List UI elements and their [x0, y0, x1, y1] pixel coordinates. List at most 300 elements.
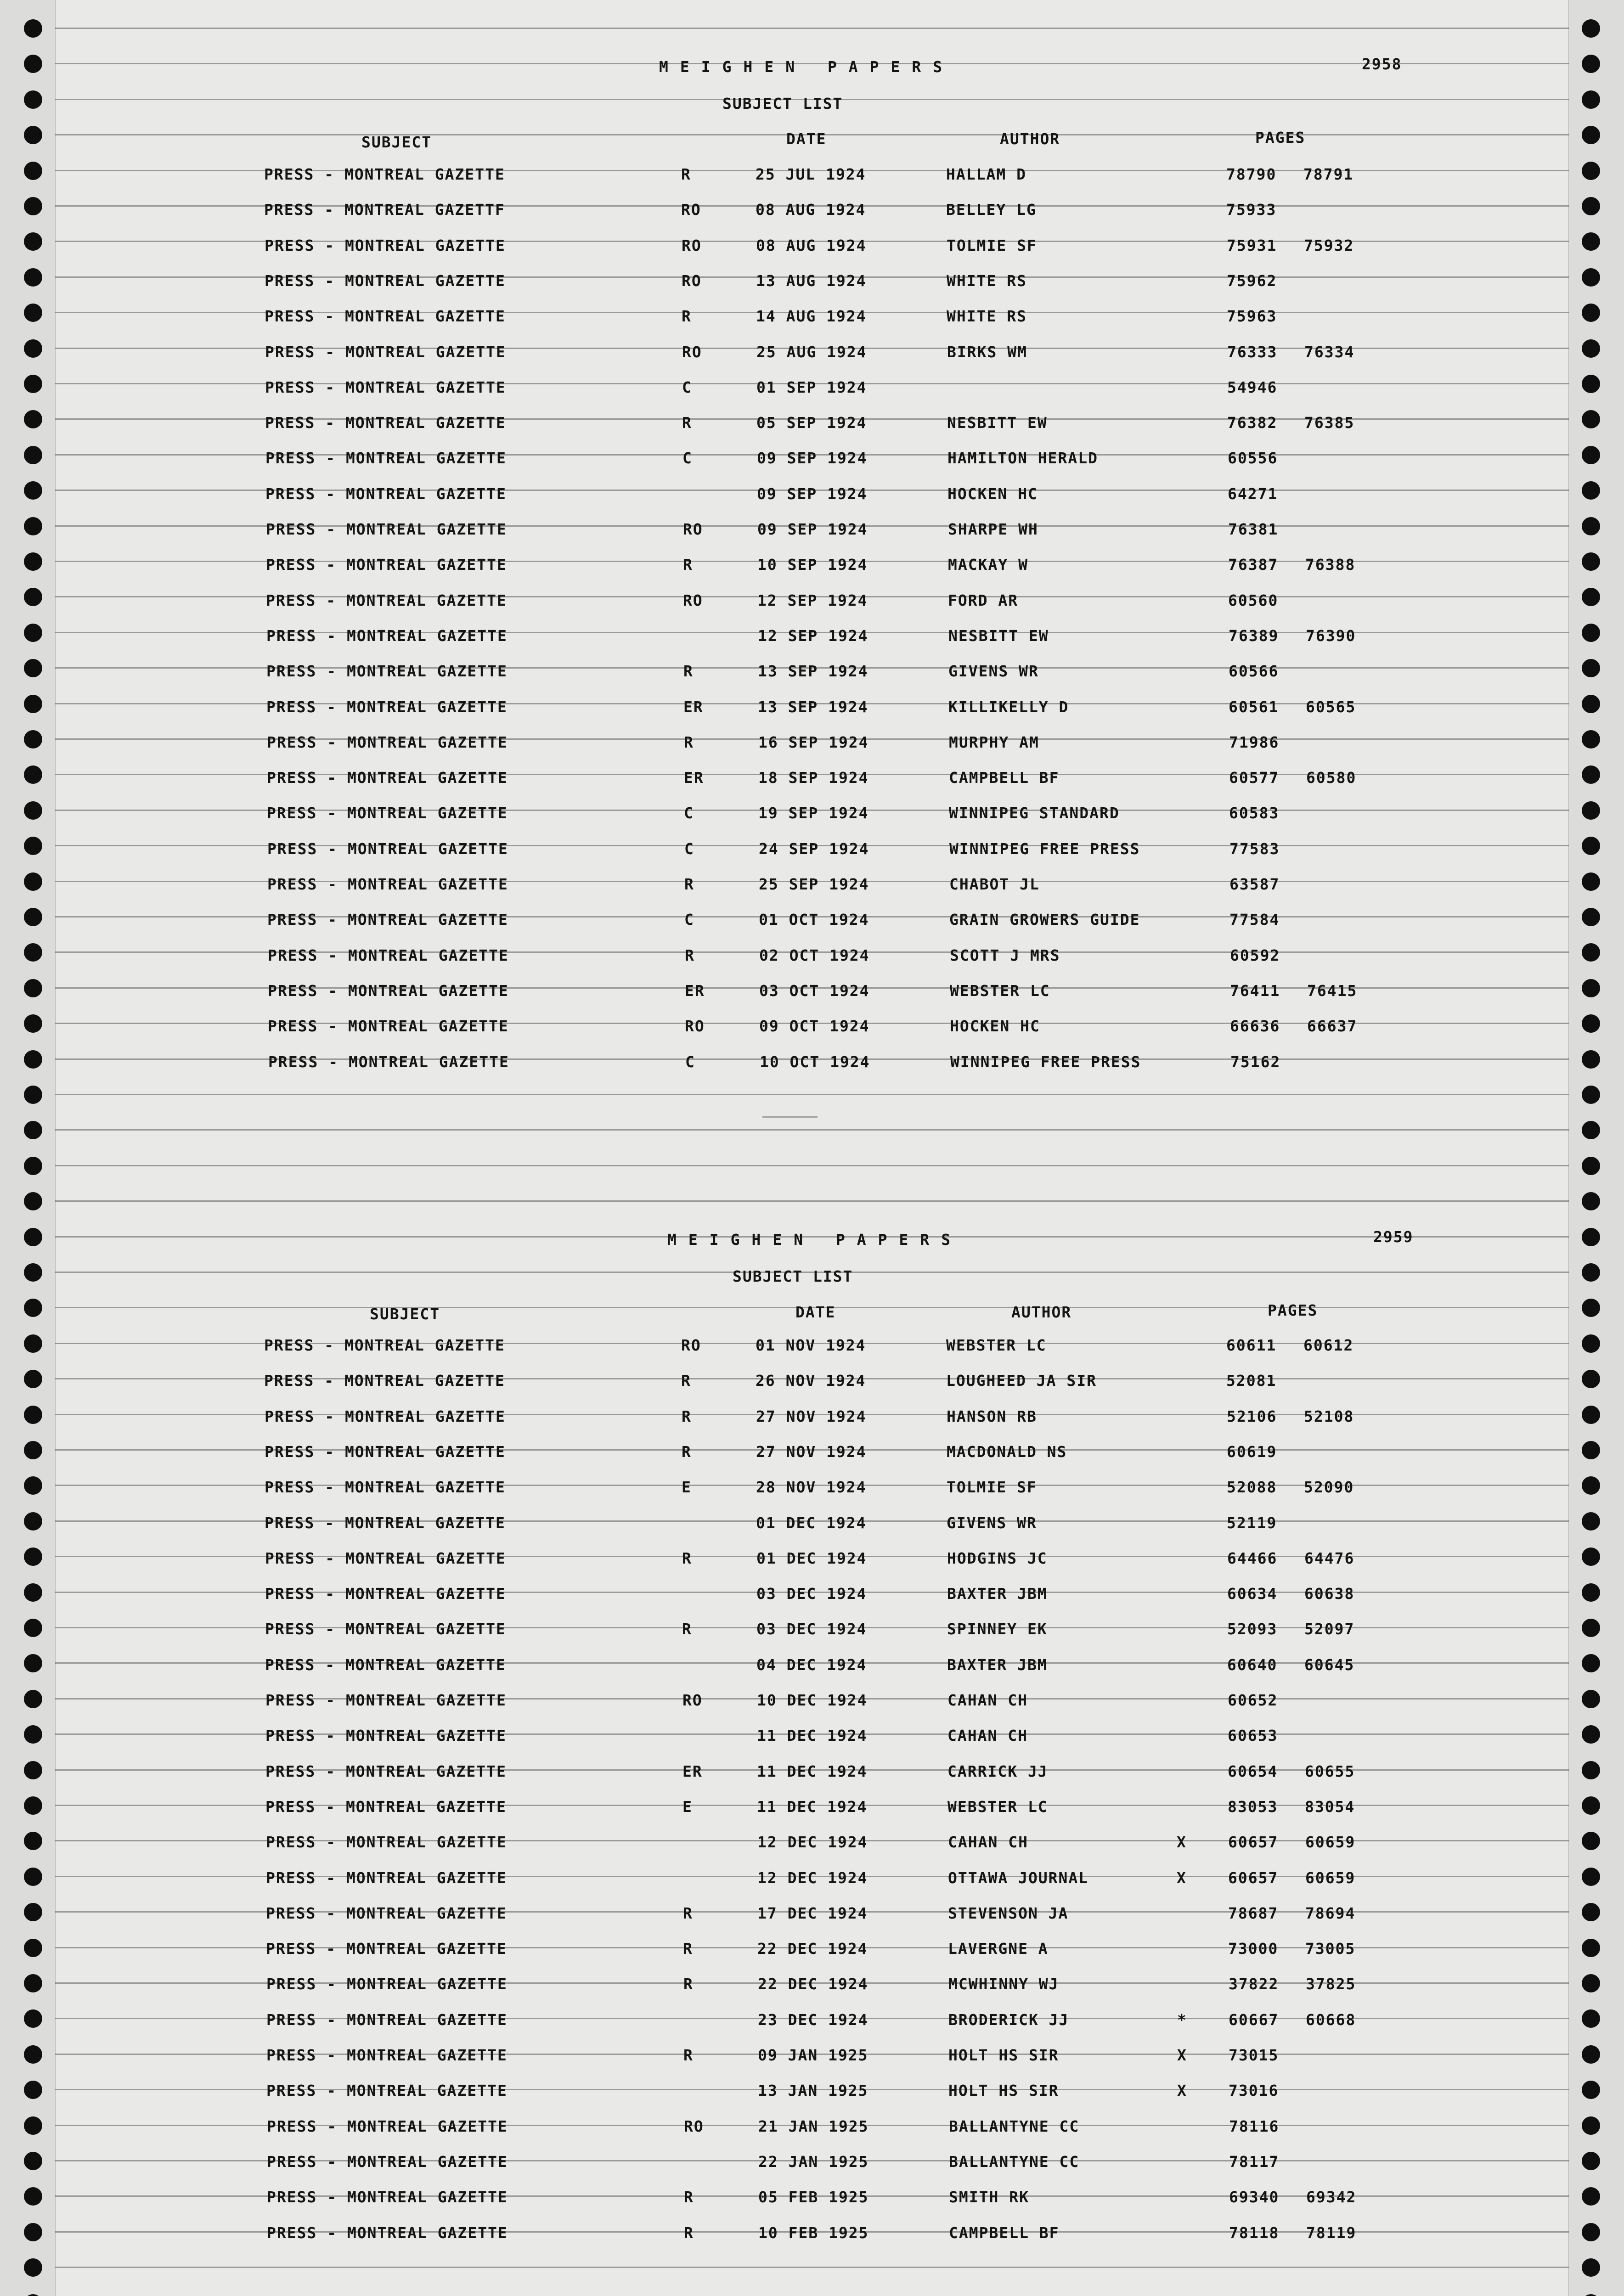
code-cell: C: [685, 1052, 695, 1071]
table-row: [0, 1649, 1624, 1685]
subject-cell: PRESS - MONTREAL GAZETTE: [265, 484, 507, 503]
subject-cell: PRESS - MONTREAL GAZETTE: [265, 378, 506, 396]
page-end-cell: 60659: [1305, 1833, 1356, 1851]
date-cell: 11 DEC 1924: [757, 1762, 868, 1780]
table-row: [0, 762, 1624, 798]
tractor-hole: [24, 1121, 42, 1139]
page-end-cell: 60612: [1303, 1336, 1354, 1354]
table-row: [0, 1685, 1624, 1720]
page-start-cell: 76411: [1230, 981, 1280, 1000]
page-start-cell: 60560: [1228, 591, 1279, 609]
page-start-cell: 78118: [1229, 2223, 1280, 2242]
code-cell: R: [682, 1442, 692, 1461]
page-end-cell: 60659: [1305, 1868, 1356, 1887]
page-end-cell: 78119: [1306, 2223, 1357, 2242]
tractor-hole: [1582, 1157, 1600, 1175]
column-header-subject: SUBJECT: [370, 1305, 440, 1323]
author-cell: CAHAN CH: [948, 1833, 1028, 1851]
date-cell: 16 SEP 1924: [758, 733, 869, 751]
author-cell: HALLAM D: [946, 165, 1026, 183]
tractor-hole: [1582, 2294, 1600, 2296]
subject-cell: PRESS - MONTREAL GAZETTE: [267, 875, 508, 893]
date-cell: 19 SEP 1924: [758, 804, 869, 822]
page-start-cell: 60657: [1228, 1833, 1279, 1851]
page-start-cell: 78790: [1226, 165, 1277, 183]
page-start-cell: 52106: [1227, 1407, 1277, 1425]
subject-cell: PRESS - MONTREAL GAZETTE: [268, 946, 509, 964]
tractor-hole: [24, 55, 42, 73]
author-cell: WEBSTER LC: [946, 1336, 1047, 1354]
table-row: [0, 2146, 1624, 2182]
table-row: [0, 2111, 1624, 2146]
author-cell: LOUGHEED JA SIR: [946, 1372, 1097, 1390]
code-cell: ER: [683, 698, 704, 716]
author-cell: WINNIPEG FREE PRESS: [950, 1052, 1141, 1071]
table-row: [0, 1614, 1624, 1649]
subject-cell: PRESS - MONTREAL GAZETTE: [265, 307, 506, 326]
column-header-subject: SUBJECT: [361, 133, 432, 151]
subject-cell: PRESS - MONTREAL GAZETTE: [266, 1833, 507, 1851]
author-cell: HAMILTON HERALD: [947, 449, 1099, 467]
date-cell: 09 SEP 1924: [757, 520, 868, 538]
author-cell: CARRICK JJ: [947, 1762, 1048, 1780]
date-cell: 01 OCT 1924: [759, 911, 869, 929]
author-cell: GIVENS WR: [947, 1514, 1037, 1532]
list-title: SUBJECT LIST: [722, 95, 843, 113]
flag-mark: X: [1177, 1868, 1187, 1887]
table-row: [0, 1472, 1624, 1507]
code-cell: R: [682, 307, 692, 326]
date-cell: 09 SEP 1924: [757, 484, 868, 503]
table-row: [0, 1898, 1624, 1933]
date-cell: 03 DEC 1924: [756, 1585, 867, 1603]
page-start-cell: 78116: [1229, 2117, 1280, 2135]
subject-cell: PRESS - MONTREAL GAZETTE: [267, 769, 508, 787]
date-cell: 12 SEP 1924: [758, 626, 868, 645]
subject-cell: PRESS - MONTREAL GAZETTE: [266, 1975, 508, 1993]
subject-cell: PRESS - MONTREAL GAZETTE: [266, 1904, 507, 1922]
page-start-cell: 75162: [1230, 1052, 1281, 1071]
page-start-cell: 78687: [1228, 1904, 1279, 1922]
table-row: [0, 230, 1624, 265]
flag-mark: X: [1177, 1833, 1187, 1851]
subject-cell: PRESS - MONTREAL GAZETTE: [264, 1372, 505, 1390]
author-cell: LAVERGNE A: [948, 1940, 1049, 1958]
subject-cell: PRESS - MONTREAL GAZETTE: [267, 2188, 508, 2206]
page-start-cell: 60566: [1229, 662, 1279, 681]
tractor-hole: [24, 2294, 42, 2296]
code-cell: RO: [685, 1017, 705, 1035]
code-cell: C: [682, 449, 693, 467]
table-row: [0, 1330, 1624, 1365]
table-row: [0, 1756, 1624, 1791]
code-cell: ER: [685, 981, 705, 1000]
table-row: [0, 1508, 1624, 1543]
author-cell: TOLMIE SF: [947, 236, 1037, 254]
author-cell: HOCKEN HC: [947, 484, 1038, 503]
table-row: [0, 159, 1624, 194]
table-row: [0, 692, 1624, 727]
page-end-cell: 52097: [1304, 1620, 1355, 1638]
page-end-cell: 83054: [1305, 1797, 1355, 1816]
page-start-cell: 76382: [1227, 414, 1278, 432]
author-cell: HODGINS JC: [947, 1549, 1048, 1567]
code-cell: E: [682, 1797, 693, 1816]
table-row: [0, 443, 1624, 478]
code-cell: RO: [683, 591, 703, 609]
collection-title: MEIGHEN PAPERS: [667, 1231, 963, 1249]
page-start-cell: 60592: [1230, 946, 1280, 964]
subject-cell: PRESS - MONTREAL GAZETTE: [265, 1585, 506, 1603]
tractor-hole: [24, 1192, 42, 1210]
table-row: [0, 1827, 1624, 1862]
table-row: [0, 301, 1624, 336]
page-start-cell: 75962: [1227, 271, 1277, 290]
author-cell: WINNIPEG FREE PRESS: [949, 839, 1140, 858]
author-cell: MCWHINNY WJ: [948, 1975, 1059, 1993]
table-row: [0, 2182, 1624, 2217]
subject-cell: PRESS - MONTREAL GAZETTE: [267, 2152, 508, 2171]
table-row: [0, 337, 1624, 372]
code-cell: R: [681, 1372, 691, 1390]
code-cell: R: [683, 1904, 693, 1922]
table-row: [0, 1365, 1624, 1401]
flag-mark: *: [1177, 2010, 1187, 2029]
page-end-cell: 69342: [1306, 2188, 1357, 2206]
code-cell: C: [684, 911, 694, 929]
author-cell: SHARPE WH: [948, 520, 1038, 538]
author-cell: HOLT HS SIR: [948, 2046, 1059, 2064]
author-cell: HANSON RB: [947, 1407, 1037, 1425]
column-header-pages: PAGES: [1268, 1301, 1318, 1319]
subject-cell: PRESS - MONTREAL GAZETTE: [267, 2117, 508, 2135]
table-row: [0, 2075, 1624, 2110]
page-start-cell: 60634: [1227, 1585, 1278, 1603]
author-cell: CAHAN CH: [947, 1727, 1028, 1745]
author-cell: BALLANTYNE CC: [949, 2117, 1080, 2135]
code-cell: RO: [682, 343, 702, 361]
tractor-hole: [1582, 19, 1600, 38]
date-cell: 08 AUG 1924: [756, 201, 866, 219]
code-cell: C: [684, 804, 694, 822]
date-cell: 22 JAN 1925: [758, 2152, 869, 2171]
table-row: [0, 478, 1624, 514]
table-row: [0, 1047, 1624, 1082]
table-row: [0, 1720, 1624, 1756]
subject-cell: PRESS - MONTREAL GAZETTE: [265, 1655, 506, 1674]
subject-cell: PRESS - MONTREAL GAZETTE: [266, 1868, 507, 1887]
page-end-cell: 52108: [1304, 1407, 1354, 1425]
subject-cell: PRESS - MONTREAL GAZETTE: [265, 1620, 506, 1638]
code-cell: R: [685, 946, 695, 964]
date-cell: 14 AUG 1924: [756, 307, 867, 326]
page-start-cell: 60652: [1228, 1691, 1278, 1709]
page-start-cell: 66636: [1230, 1017, 1280, 1035]
subject-cell: PRESS - MONTREAL GAZETTE: [268, 981, 509, 1000]
author-cell: NESBITT EW: [947, 414, 1048, 432]
page-end-cell: 76334: [1304, 343, 1355, 361]
subject-cell: PRESS - MONTREAL GAZETTE: [265, 1478, 506, 1497]
table-row: [0, 194, 1624, 230]
subject-cell: PRESS - MONTREAL GAZETTE: [267, 2223, 508, 2242]
column-header-pages: PAGES: [1255, 129, 1306, 146]
table-row: [0, 940, 1624, 975]
table-row: [0, 1401, 1624, 1436]
author-cell: WEBSTER LC: [950, 981, 1050, 1000]
code-cell: C: [684, 839, 694, 858]
table-row: [0, 549, 1624, 585]
table-row: [0, 1969, 1624, 2004]
author-cell: GRAIN GROWERS GUIDE: [949, 911, 1140, 929]
author-cell: FORD AR: [948, 591, 1019, 609]
subject-cell: PRESS - MONTREAL GAZETTE: [265, 271, 506, 290]
subject-cell: PRESS - MONTREAL GAZETTE: [266, 2046, 508, 2064]
page-number: 2959: [1373, 1228, 1414, 1246]
flag-mark: X: [1177, 2046, 1187, 2064]
page-end-cell: 76388: [1305, 556, 1356, 574]
code-cell: R: [684, 733, 694, 751]
page-start-cell: 73015: [1229, 2046, 1279, 2064]
column-header-date: DATE: [786, 130, 827, 148]
page-end-cell: 76385: [1304, 414, 1355, 432]
author-cell: WEBSTER LC: [947, 1797, 1048, 1816]
date-cell: 03 OCT 1924: [759, 981, 870, 1000]
author-cell: OTTAWA JOURNAL: [948, 1868, 1089, 1887]
code-cell: R: [683, 556, 693, 574]
table-row: [0, 2040, 1624, 2075]
subject-cell: PRESS - MONTREAL GAZETTE: [267, 911, 508, 929]
column-header-date: DATE: [795, 1303, 836, 1321]
table-row: [0, 1543, 1624, 1578]
date-cell: 13 SEP 1924: [758, 698, 868, 716]
page-end-cell: 60645: [1304, 1655, 1355, 1674]
page-start-cell: 54946: [1227, 378, 1278, 396]
subject-cell: PRESS - MONTREAL GAZETTF: [264, 201, 505, 219]
page-start-cell: 76387: [1228, 556, 1279, 574]
page-divider-mark: [762, 1116, 818, 1118]
tractor-hole: [1582, 1086, 1600, 1104]
code-cell: ER: [684, 769, 704, 787]
subject-cell: PRESS - MONTREAL GAZETTE: [265, 1442, 506, 1461]
code-cell: RO: [684, 2117, 704, 2135]
table-row: [0, 407, 1624, 443]
page-start-cell: 75963: [1227, 307, 1277, 326]
page-start-cell: 83053: [1228, 1797, 1278, 1816]
date-cell: 10 FEB 1925: [758, 2223, 869, 2242]
author-cell: SCOTT J MRS: [950, 946, 1060, 964]
table-row: [0, 514, 1624, 549]
page-start-cell: 78117: [1229, 2152, 1280, 2171]
page-start-cell: 76381: [1228, 520, 1279, 538]
subject-cell: PRESS - MONTREAL GAZETTE: [265, 1762, 507, 1780]
tractor-hole: [24, 2258, 42, 2277]
page-end-cell: 75932: [1304, 236, 1354, 254]
author-cell: HOLT HS SIR: [948, 2082, 1059, 2100]
date-cell: 24 SEP 1924: [759, 839, 869, 858]
table-row: [0, 833, 1624, 869]
table-row: [0, 372, 1624, 407]
author-cell: CHABOT JL: [949, 875, 1040, 893]
subject-cell: PRESS - MONTREAL GAZETTE: [268, 1017, 509, 1035]
author-cell: MURPHY AM: [949, 733, 1039, 751]
list-title: SUBJECT LIST: [733, 1267, 853, 1285]
page-number: 2958: [1362, 55, 1402, 73]
tractor-hole: [1582, 1299, 1600, 1317]
subject-cell: PRESS - MONTREAL GAZETTE: [267, 804, 508, 822]
date-cell: 01 DEC 1924: [756, 1514, 867, 1532]
date-cell: 12 DEC 1924: [757, 1868, 868, 1887]
table-row: [0, 2004, 1624, 2040]
subject-cell: PRESS - MONTREAL GAZETTE: [266, 1940, 507, 1958]
table-row: [0, 798, 1624, 833]
page-start-cell: 73016: [1229, 2082, 1279, 2100]
author-cell: BAXTER JBM: [947, 1655, 1048, 1674]
author-cell: WHITE RS: [947, 307, 1027, 326]
subject-cell: PRESS - MONTREAL GAZETTE: [265, 449, 507, 467]
tractor-hole: [24, 1299, 42, 1317]
table-row: [0, 1011, 1624, 1046]
page-end-cell: 60638: [1304, 1585, 1355, 1603]
date-cell: 17 DEC 1924: [757, 1904, 868, 1922]
ruled-line: [55, 28, 1569, 29]
page-end-cell: 66637: [1307, 1017, 1358, 1035]
table-row: [0, 620, 1624, 656]
author-cell: CAMPBELL BF: [949, 769, 1060, 787]
author-cell: BAXTER JBM: [947, 1585, 1048, 1603]
page-end-cell: 76415: [1307, 981, 1358, 1000]
table-row: [0, 1791, 1624, 1827]
page-start-cell: 60654: [1228, 1762, 1278, 1780]
tractor-hole: [1582, 1121, 1600, 1139]
author-cell: KILLIKELLY D: [948, 698, 1069, 716]
code-cell: R: [682, 1620, 692, 1638]
ruled-line: [55, 2267, 1569, 2268]
page-end-cell: 37825: [1306, 1975, 1356, 1993]
page-start-cell: 60657: [1228, 1868, 1279, 1887]
page-end-cell: 60668: [1306, 2010, 1356, 2029]
subject-cell: PRESS - MONTREAL GAZETTE: [265, 1797, 507, 1816]
subject-cell: PRESS - MONTREAL GAZETTE: [266, 520, 507, 538]
code-cell: R: [683, 1940, 693, 1958]
author-cell: WHITE RS: [947, 271, 1027, 290]
author-cell: NESBITT EW: [948, 626, 1049, 645]
author-cell: CAHAN CH: [947, 1691, 1028, 1709]
subject-cell: PRESS - MONTREAL GAZETTE: [266, 2010, 508, 2029]
page-end-cell: 60655: [1305, 1762, 1355, 1780]
page-end-cell: 73005: [1305, 1940, 1356, 1958]
date-cell: 18 SEP 1924: [758, 769, 869, 787]
date-cell: 13 AUG 1924: [756, 271, 867, 290]
ruled-line: [55, 1165, 1569, 1166]
code-cell: RO: [681, 1336, 701, 1354]
tractor-hole: [24, 90, 42, 109]
code-cell: R: [684, 2223, 694, 2242]
page-start-cell: 77583: [1229, 839, 1280, 858]
table-row: [0, 2217, 1624, 2253]
table-row: [0, 904, 1624, 940]
date-cell: 10 DEC 1924: [757, 1691, 868, 1709]
collection-title: MEIGHEN PAPERS: [659, 58, 954, 76]
date-cell: 04 DEC 1924: [756, 1655, 867, 1674]
date-cell: 25 SEP 1924: [759, 875, 869, 893]
tractor-hole: [1582, 1263, 1600, 1282]
page-start-cell: 77584: [1229, 911, 1280, 929]
date-cell: 09 JAN 1925: [758, 2046, 868, 2064]
date-cell: 10 OCT 1924: [760, 1052, 870, 1071]
page-start-cell: 52081: [1226, 1372, 1277, 1390]
author-cell: CAMPBELL BF: [949, 2223, 1060, 2242]
author-cell: BRODERICK JJ: [948, 2010, 1069, 2029]
subject-cell: PRESS - MONTREAL GAZETTE: [266, 556, 507, 574]
page-start-cell: 37822: [1229, 1975, 1279, 1993]
subject-cell: PRESS - MONTREAL GAZETTE: [266, 662, 508, 681]
page-end-cell: 64476: [1304, 1549, 1355, 1567]
page-start-cell: 76389: [1229, 626, 1279, 645]
ruled-line: [55, 1129, 1569, 1131]
page-start-cell: 60561: [1229, 698, 1279, 716]
author-cell: MACDONALD NS: [947, 1442, 1067, 1461]
column-header-author: AUTHOR: [1011, 1303, 1072, 1321]
author-cell: SPINNEY EK: [947, 1620, 1048, 1638]
date-cell: 05 FEB 1925: [758, 2188, 869, 2206]
date-cell: 01 DEC 1924: [756, 1549, 867, 1567]
page-start-cell: 52119: [1227, 1514, 1277, 1532]
author-cell: SMITH RK: [949, 2188, 1029, 2206]
code-cell: R: [682, 414, 692, 432]
page-end-cell: 52090: [1304, 1478, 1354, 1497]
subject-cell: PRESS - MONTREAL GAZETTE: [265, 236, 506, 254]
author-cell: BELLEY LG: [946, 201, 1037, 219]
date-cell: 10 SEP 1924: [757, 556, 868, 574]
page-end-cell: 76390: [1306, 626, 1356, 645]
page-start-cell: 52088: [1227, 1478, 1277, 1497]
flag-mark: X: [1177, 2082, 1187, 2100]
code-cell: R: [683, 1975, 694, 1993]
subject-cell: PRESS - MONTREAL GAZETTE: [266, 591, 507, 609]
date-cell: 12 SEP 1924: [757, 591, 868, 609]
page-start-cell: 60619: [1227, 1442, 1277, 1461]
page-start-cell: 73000: [1228, 1940, 1279, 1958]
subject-cell: PRESS - MONTREAL GAZETTE: [266, 626, 508, 645]
tractor-hole: [24, 1228, 42, 1246]
date-cell: 12 DEC 1924: [757, 1833, 868, 1851]
tractor-hole: [1582, 90, 1600, 109]
date-cell: 25 AUG 1924: [756, 343, 867, 361]
date-cell: 22 DEC 1924: [758, 1975, 868, 1993]
date-cell: 28 NOV 1924: [756, 1478, 867, 1497]
subject-cell: PRESS - MONTREAL GAZETTE: [265, 343, 506, 361]
author-cell: BIRKS WM: [947, 343, 1027, 361]
author-cell: MACKAY W: [948, 556, 1028, 574]
page-start-cell: 60653: [1228, 1727, 1278, 1745]
page-start-cell: 52093: [1227, 1620, 1278, 1638]
author-cell: HOCKEN HC: [950, 1017, 1040, 1035]
tractor-hole: [24, 126, 42, 144]
code-cell: RO: [683, 520, 703, 538]
code-cell: R: [683, 2046, 694, 2064]
page-start-cell: 60583: [1229, 804, 1280, 822]
page-start-cell: 75933: [1226, 201, 1277, 219]
page-start-cell: 64466: [1227, 1549, 1278, 1567]
date-cell: 22 DEC 1924: [757, 1940, 868, 1958]
date-cell: 23 DEC 1924: [758, 2010, 868, 2029]
author-cell: STEVENSON JA: [948, 1904, 1069, 1922]
tractor-hole: [1582, 126, 1600, 144]
author-cell: TOLMIE SF: [947, 1478, 1037, 1497]
page-end-cell: 60580: [1306, 769, 1357, 787]
table-row: [0, 727, 1624, 762]
code-cell: R: [684, 2188, 694, 2206]
